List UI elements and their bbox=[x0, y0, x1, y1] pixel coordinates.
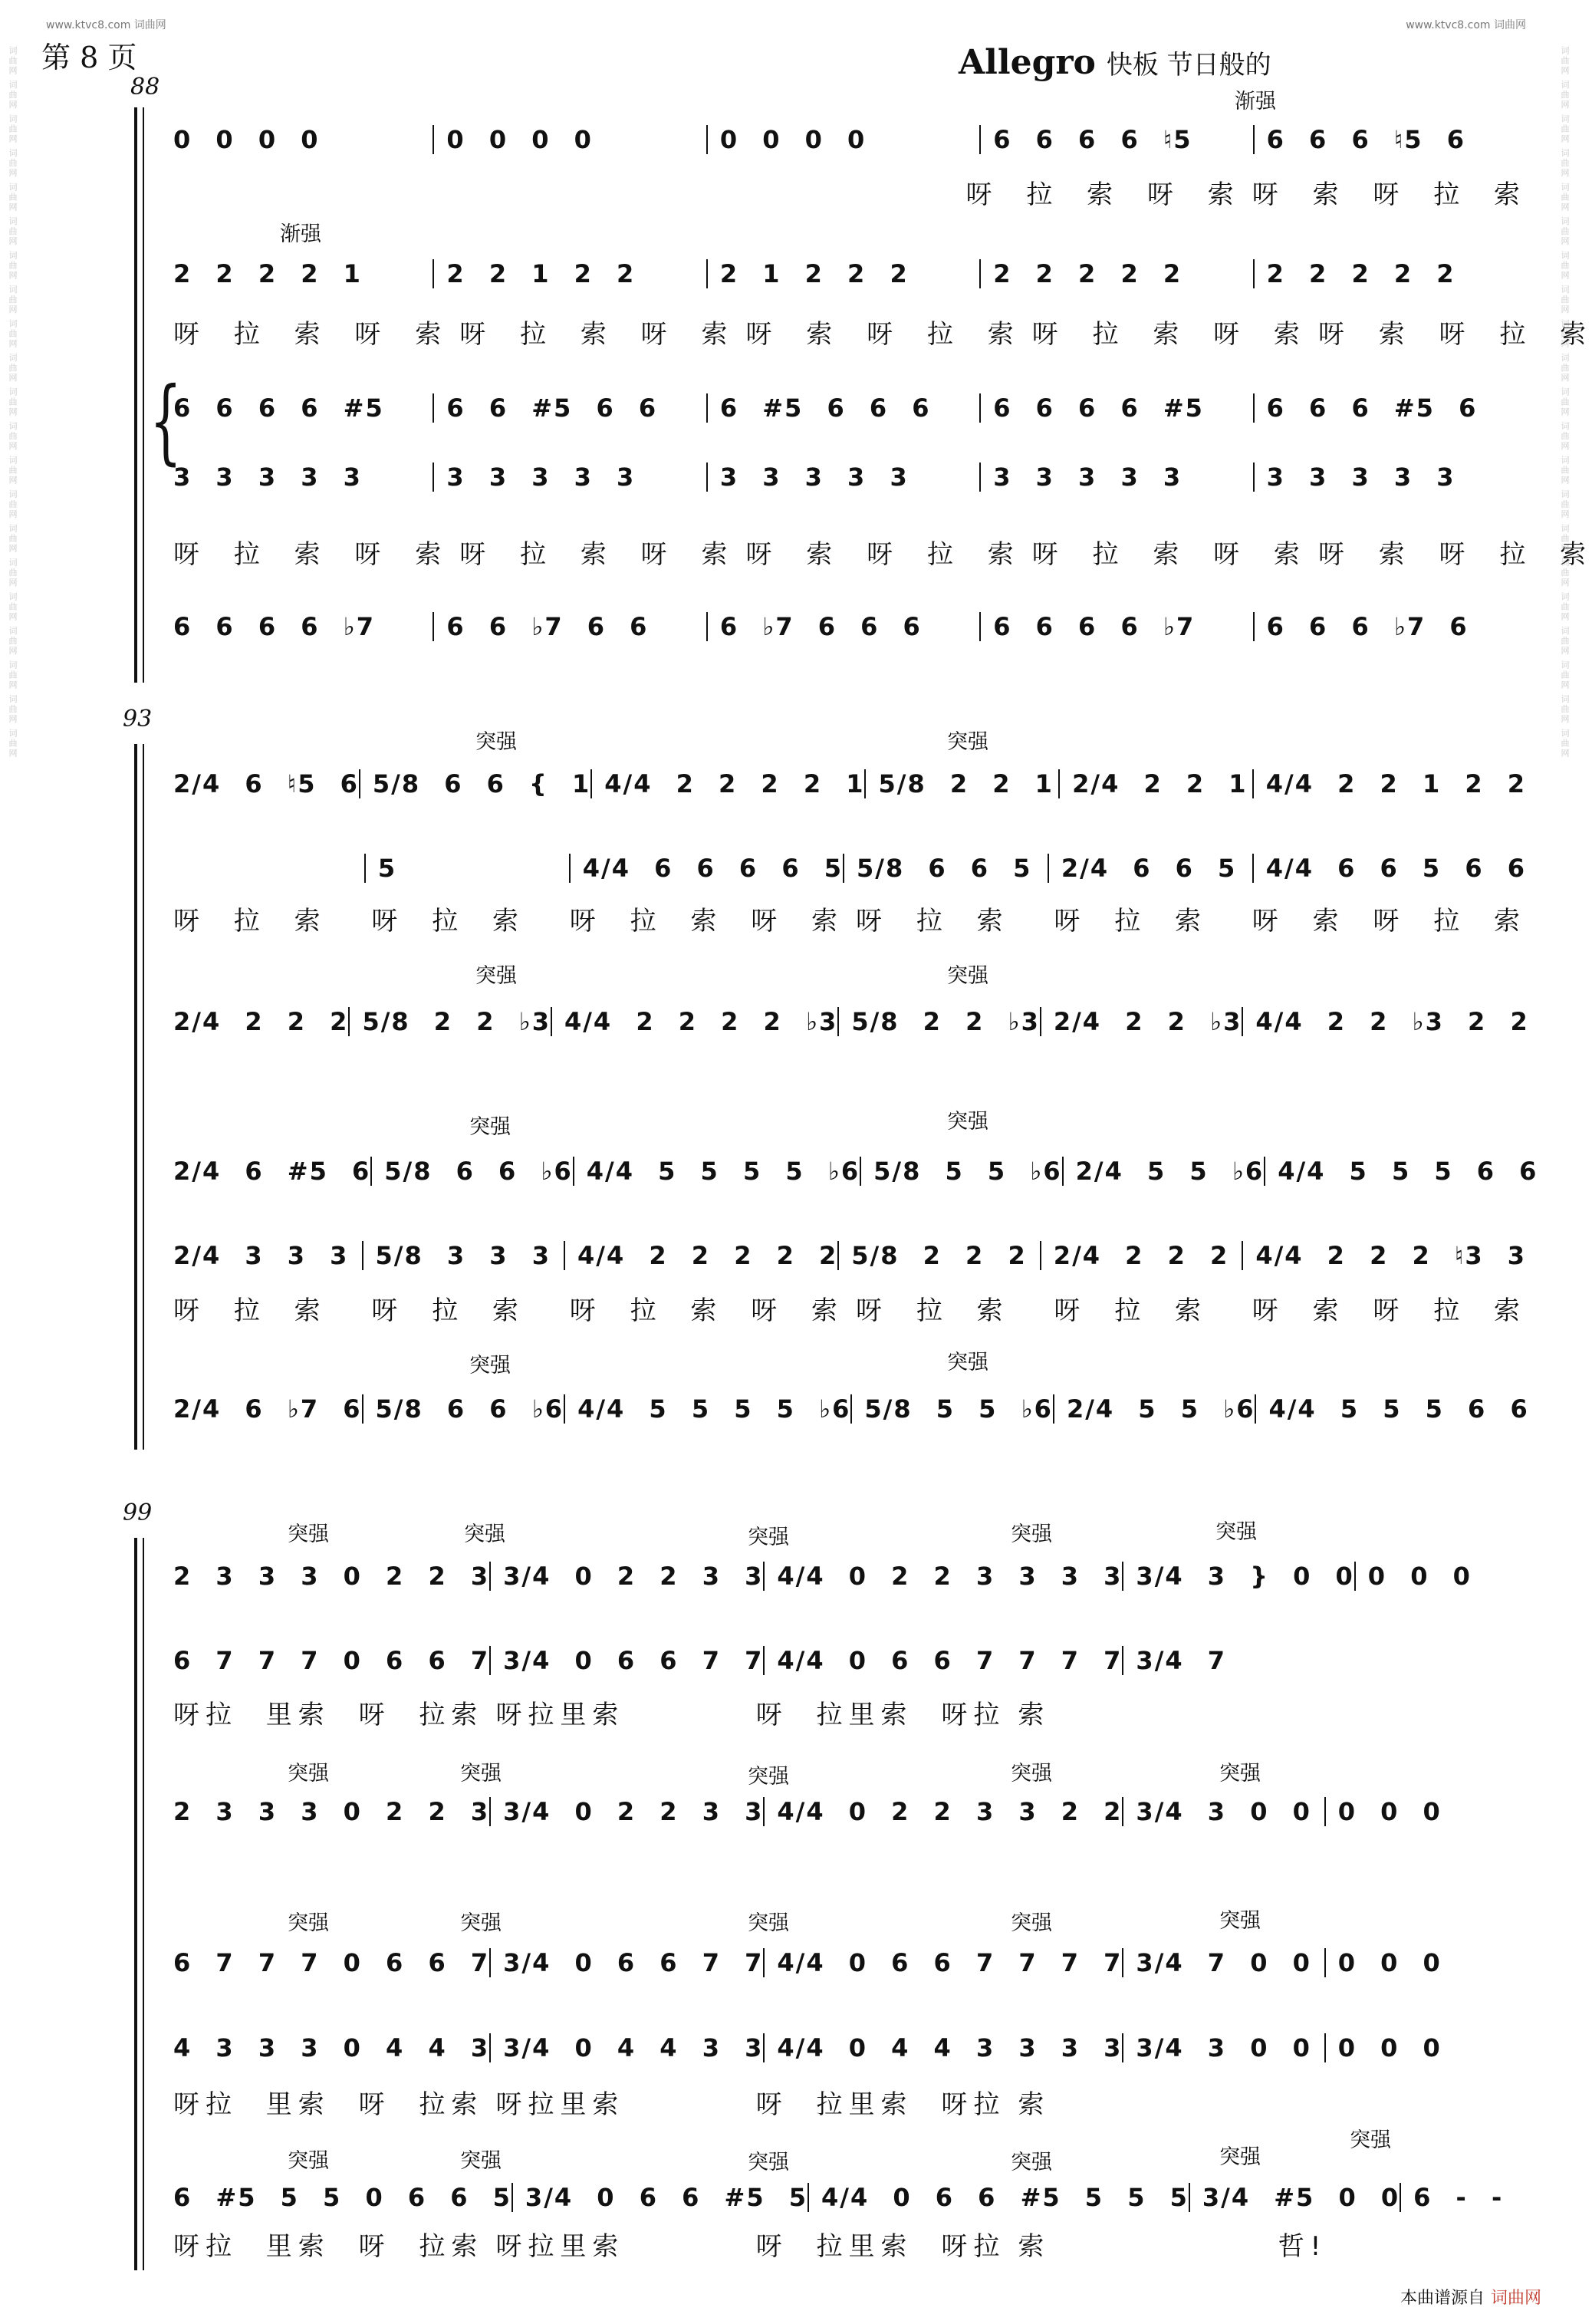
lyric: 呀 拉 索 呀 索 bbox=[459, 318, 734, 350]
system-number: 93 bbox=[123, 706, 153, 732]
measure: 5/8 5 5 ♭6 bbox=[860, 1157, 1062, 1186]
measure: 6 7 7 7 0 6 6 7 bbox=[173, 1646, 490, 1675]
measure: 4/4 2 2 2 2 ♭3 bbox=[551, 1007, 837, 1036]
measure: 2 3 3 3 0 2 2 3 bbox=[173, 1562, 490, 1591]
lyric: 呀 拉 索 呀 索 bbox=[1031, 538, 1306, 570]
staff-row bbox=[161, 1644, 1526, 1677]
measure: 6 6 #5 6 6 bbox=[433, 393, 706, 423]
accent-mark: 突强 bbox=[1011, 1522, 1052, 1546]
accent-mark: 突强 bbox=[1215, 1520, 1257, 1544]
measure: 6 6 6 6 ♭7 bbox=[979, 612, 1252, 641]
lyric: 呀 拉 索 bbox=[1054, 905, 1208, 937]
accent-mark: 突强 bbox=[748, 1526, 789, 1549]
lyric: 呀 拉 索 bbox=[371, 1295, 525, 1326]
measure: 4/4 5 5 5 6 6 bbox=[1255, 1394, 1528, 1424]
accent-mark: 突强 bbox=[288, 1522, 329, 1546]
lyric-row bbox=[161, 2227, 1526, 2260]
measure: 2 2 1 2 2 bbox=[433, 259, 706, 288]
accent-mark: 突强 bbox=[947, 964, 988, 988]
measure: 4/4 2 2 2 2 1 bbox=[590, 769, 864, 798]
lyric: 呀 拉 索 bbox=[371, 905, 525, 937]
measure: 5/8 6 6 { 1 bbox=[359, 769, 590, 798]
measure: 2 2 2 2 1 bbox=[173, 259, 362, 288]
lyric: 呀 拉 索 呀 索 bbox=[459, 538, 734, 570]
staff-row bbox=[161, 2031, 1526, 2065]
measure: 2/4 2 2 2 bbox=[1040, 1241, 1242, 1270]
measure: 6 7 7 7 0 6 6 7 bbox=[173, 1948, 490, 1977]
measure: 6 6 6 #5 6 bbox=[1253, 393, 1526, 423]
accent-mark: 突强 bbox=[475, 964, 517, 988]
system-bracket bbox=[134, 744, 137, 1450]
measure: 5/8 2 2 2 bbox=[837, 1241, 1040, 1270]
measure: 3/4 3 0 0 bbox=[1122, 1797, 1324, 1826]
measure: 3/4 0 6 6 #5 5 bbox=[511, 2183, 808, 2212]
measure: 5/8 2 2 1 bbox=[864, 769, 1058, 798]
tempo-en: Allegro bbox=[959, 43, 1096, 82]
measure: 3 3 3 3 3 bbox=[1253, 462, 1526, 492]
accent-mark: 突强 bbox=[460, 2149, 502, 2173]
staff-row bbox=[161, 123, 1526, 156]
lyric: 呀拉 里索 呀 拉索 bbox=[173, 1699, 484, 1730]
staff-row bbox=[161, 610, 1526, 644]
measure: 4/4 5 5 5 5 ♭6 bbox=[564, 1394, 850, 1424]
measure: 4/4 6 6 5 6 6 bbox=[1252, 854, 1526, 883]
measure: 4/4 2 2 1 2 2 bbox=[1252, 769, 1526, 798]
measure: 5/8 3 3 3 bbox=[362, 1241, 564, 1270]
accent-mark: 突强 bbox=[947, 1110, 988, 1134]
measure: 6 6 6 6 ♭7 bbox=[173, 612, 375, 641]
accent-mark: 突强 bbox=[947, 1351, 988, 1374]
measure: 2/4 6 ♮5 6 bbox=[173, 769, 359, 798]
measure: 6 6 6 6 #5 bbox=[979, 393, 1252, 423]
measure: 4/4 6 6 6 6 5 bbox=[569, 854, 843, 883]
lyric: 呀 索 呀 拉 索 bbox=[745, 318, 1020, 350]
measure: 3/4 #5 0 0 bbox=[1189, 2183, 1400, 2212]
lyric: 呀 索 呀 拉 索 bbox=[1317, 538, 1592, 570]
lyric: 呀 拉 索 bbox=[173, 905, 327, 937]
measure: 0 0 0 0 bbox=[706, 125, 979, 154]
footer-source-text: 本曲谱源自 bbox=[1400, 2289, 1485, 2308]
staff-row bbox=[161, 2181, 1526, 2214]
measure: 4/4 0 4 4 3 3 3 3 bbox=[763, 2033, 1122, 2062]
measure: 2/4 6 #5 6 bbox=[173, 1157, 371, 1186]
staff-row bbox=[161, 1154, 1538, 1188]
crescendo-mark: 渐强 bbox=[280, 222, 321, 246]
staff-row bbox=[161, 1559, 1526, 1593]
lyric: 呀 索 呀 拉 索 bbox=[1252, 1295, 1527, 1326]
lyric: 呀 索 呀 拉 索 bbox=[1317, 318, 1592, 350]
system-number: 88 bbox=[130, 74, 160, 100]
lyric-row bbox=[161, 535, 1592, 570]
accent-mark: 突强 bbox=[1219, 2145, 1261, 2169]
measure: 3/4 0 2 2 3 3 bbox=[489, 1562, 763, 1591]
measure: 4/4 0 2 2 3 3 2 2 bbox=[763, 1797, 1122, 1826]
accent-mark: 突强 bbox=[1011, 2151, 1052, 2174]
measure: 6 6 6 ♮5 6 bbox=[1253, 125, 1526, 154]
lyric: 索 bbox=[1018, 2230, 1051, 2262]
measure: 5/8 2 2 ♭3 bbox=[837, 1007, 1040, 1036]
measure: 2/4 2 2 1 bbox=[1058, 769, 1252, 798]
system-inner-line bbox=[143, 107, 144, 683]
accent-mark: 突强 bbox=[748, 1911, 789, 1935]
accent-mark: 突强 bbox=[748, 2151, 789, 2174]
measure: 3/4 0 4 4 3 3 bbox=[489, 2033, 763, 2062]
staff-row bbox=[161, 1005, 1529, 1039]
lyric: 呀 拉 索 bbox=[856, 905, 1009, 937]
measure: 2/4 6 ♭7 6 bbox=[173, 1394, 362, 1424]
lyric: 呀 拉 索 呀 索 bbox=[173, 538, 448, 570]
lyric: 索 bbox=[1018, 1699, 1051, 1730]
accent-mark: 突强 bbox=[288, 2149, 329, 2173]
measure: 4/4 0 6 6 #5 5 5 5 bbox=[808, 2183, 1189, 2212]
lyric: 呀 拉 索 呀 索 bbox=[173, 318, 448, 350]
measure: 3 3 3 3 3 bbox=[433, 462, 706, 492]
measure: 2 2 2 2 2 bbox=[1253, 259, 1526, 288]
lyric: 呀 拉 索 呀 索 bbox=[569, 905, 844, 937]
measure: 3/4 7 0 0 bbox=[1122, 1948, 1324, 1977]
measure: 6 6 6 ♭7 6 bbox=[1253, 612, 1526, 641]
lyric-row bbox=[161, 1695, 1526, 1729]
staff-row bbox=[161, 391, 1526, 425]
measure: 4/4 5 5 5 5 ♭6 bbox=[573, 1157, 860, 1186]
accent-mark: 突强 bbox=[1219, 1762, 1261, 1786]
measure: 4/4 5 5 5 6 6 bbox=[1264, 1157, 1538, 1186]
measure: 2/4 2 2 2 bbox=[173, 1007, 349, 1036]
measure: 5/8 6 6 ♭6 bbox=[362, 1394, 564, 1424]
margin-watermark-left: 词曲网 词曲网 词曲网 词曲网 词曲网 词曲网 词曲网 词曲网 词曲网 词曲网 词曲网 词曲网 词曲网 词曲网 词曲网 词曲网 词曲网 词曲网 词曲网 词曲网 词曲网 bbox=[8, 46, 18, 759]
lyric: 呀拉里索 bbox=[495, 1699, 625, 1730]
lyric: 呀 拉 索 呀 索 bbox=[1031, 318, 1306, 350]
accent-mark: 突强 bbox=[469, 1354, 511, 1378]
measure: 2/4 2 2 ♭3 bbox=[1040, 1007, 1242, 1036]
measure: 0 0 0 bbox=[1324, 2033, 1526, 2062]
measure: 0 0 0 0 bbox=[173, 125, 320, 154]
lyric: 哲! bbox=[1278, 2230, 1327, 2262]
lyric-row bbox=[161, 1291, 1526, 1325]
measure: 3 3 3 3 3 bbox=[979, 462, 1252, 492]
measure: 0 0 0 bbox=[1324, 1948, 1526, 1977]
measure: 0 0 0 bbox=[1324, 1797, 1526, 1826]
lyric: 呀拉 里索 呀 拉索 bbox=[173, 2230, 484, 2262]
measure: 3/4 0 6 6 7 7 bbox=[489, 1646, 763, 1675]
lyric-row bbox=[161, 2085, 1526, 2118]
lyric: 呀 拉 索 bbox=[173, 1295, 327, 1326]
accent-mark: 突强 bbox=[469, 1115, 511, 1139]
staff-row bbox=[161, 1239, 1526, 1272]
lyric: 呀 拉里索 呀拉 bbox=[755, 1699, 1006, 1730]
measure: 3/4 3 0 0 bbox=[1122, 2033, 1324, 2062]
staff-row bbox=[161, 1392, 1529, 1426]
measure: 3 3 3 3 3 bbox=[706, 462, 979, 492]
system-bracket bbox=[134, 1538, 137, 2270]
measure: 4 3 3 3 0 4 4 3 bbox=[173, 2033, 490, 2062]
brace: { bbox=[150, 368, 183, 475]
system-inner-line bbox=[143, 744, 144, 1450]
accent-mark: 突强 bbox=[460, 1762, 502, 1786]
measure: 2/4 5 5 ♭6 bbox=[1053, 1394, 1255, 1424]
crescendo-mark: 渐强 bbox=[1235, 90, 1276, 114]
lyric: 呀 索 呀 拉 索 bbox=[1252, 179, 1527, 210]
lyric: 呀 拉 索 呀 索 bbox=[569, 1295, 844, 1326]
measure: 3/4 0 6 6 7 7 bbox=[489, 1948, 763, 1977]
accent-mark: 突强 bbox=[1350, 2128, 1391, 2152]
measure: 5/8 6 6 5 bbox=[843, 854, 1048, 883]
tempo-marking bbox=[959, 43, 1271, 82]
measure: 4/4 0 6 6 7 7 7 7 bbox=[763, 1646, 1122, 1675]
system-bracket bbox=[134, 107, 137, 683]
measure: 5/8 5 5 ♭6 bbox=[850, 1394, 1053, 1424]
site-tag-left: www.ktvc8.com 词曲网 bbox=[46, 19, 166, 31]
measure: 6 #5 5 5 0 6 6 5 bbox=[173, 2183, 511, 2212]
staff-row bbox=[161, 1795, 1526, 1829]
staff-row bbox=[161, 851, 1526, 885]
measure: 6 6 ♭7 6 6 bbox=[433, 612, 706, 641]
page-number: 第 8 页 bbox=[41, 41, 137, 74]
accent-mark: 突强 bbox=[288, 1762, 329, 1786]
accent-mark: 突强 bbox=[475, 730, 517, 754]
accent-mark: 突强 bbox=[288, 1911, 329, 1935]
measure: 2/4 3 3 3 bbox=[173, 1241, 349, 1270]
system-number: 99 bbox=[123, 1499, 153, 1526]
measure: 5 bbox=[364, 854, 569, 883]
accent-mark: 突强 bbox=[460, 1911, 502, 1935]
staff-row bbox=[161, 257, 1526, 291]
accent-mark: 突强 bbox=[947, 730, 988, 754]
staff-row bbox=[161, 460, 1526, 494]
lyric: 呀 拉 索 bbox=[856, 1295, 1009, 1326]
measure: 2 1 2 2 2 bbox=[706, 259, 979, 288]
accent-mark: 突强 bbox=[748, 1765, 789, 1789]
measure: 4/4 2 2 ♭3 2 2 bbox=[1242, 1007, 1528, 1036]
accent-mark: 突强 bbox=[464, 1522, 505, 1546]
measure: 0 0 0 0 bbox=[433, 125, 706, 154]
lyric: 呀拉里索 bbox=[495, 2230, 625, 2262]
measure: 6 ♭7 6 6 6 bbox=[706, 612, 979, 641]
measure: 4/4 0 6 6 7 7 7 7 bbox=[763, 1948, 1122, 1977]
measure: 4/4 0 2 2 3 3 3 3 bbox=[763, 1562, 1122, 1591]
lyric: 索 bbox=[1018, 2089, 1051, 2120]
site-tag-right: www.ktvc8.com 词曲网 bbox=[1406, 19, 1526, 31]
lyric: 呀 拉里索 呀拉 bbox=[755, 2230, 1006, 2262]
measure: 2/4 5 5 ♭6 bbox=[1062, 1157, 1265, 1186]
measure: 6 6 6 6 ♮5 bbox=[979, 125, 1252, 154]
measure: 2 3 3 3 0 2 2 3 bbox=[173, 1797, 490, 1826]
lyric-row bbox=[161, 901, 1526, 935]
lyric: 呀 索 呀 拉 索 bbox=[1252, 905, 1527, 937]
lyric: 呀 索 呀 拉 索 bbox=[745, 538, 1020, 570]
measure: 2/4 6 6 5 bbox=[1048, 854, 1252, 883]
measure: 0 0 0 bbox=[1354, 1562, 1526, 1591]
footer-brand[interactable]: 词曲网 bbox=[1490, 2289, 1541, 2308]
measure: 4/4 2 2 2 ♮3 3 bbox=[1242, 1241, 1526, 1270]
system-inner-line bbox=[143, 1538, 144, 2270]
accent-mark: 突强 bbox=[1011, 1911, 1052, 1935]
accent-mark: 突强 bbox=[1011, 1762, 1052, 1786]
lyric: 呀拉里索 bbox=[495, 2089, 625, 2120]
lyric-row bbox=[161, 175, 1526, 209]
measure: 6 - - bbox=[1400, 2183, 1526, 2212]
tempo-cn: 快板 节日般的 bbox=[1106, 50, 1271, 81]
measure: 4/4 2 2 2 2 2 bbox=[564, 1241, 837, 1270]
footer-source bbox=[1400, 2285, 1541, 2309]
measure: 3/4 0 2 2 3 3 bbox=[489, 1797, 763, 1826]
lyric: 呀拉 里索 呀 拉索 bbox=[173, 2089, 484, 2120]
measure: 3/4 3 } 0 0 bbox=[1122, 1562, 1354, 1591]
lyric-row bbox=[161, 314, 1592, 350]
measure: 3/4 7 bbox=[1122, 1646, 1324, 1675]
measure: 3 3 3 3 3 bbox=[173, 462, 362, 492]
staff-row bbox=[161, 767, 1526, 801]
measure: 6 6 6 6 #5 bbox=[173, 393, 384, 423]
staff-row bbox=[161, 1946, 1526, 1980]
lyric: 呀 拉里索 呀拉 bbox=[755, 2089, 1006, 2120]
accent-mark: 突强 bbox=[1219, 1909, 1261, 1933]
measure: 6 #5 6 6 6 bbox=[706, 393, 979, 423]
lyric: 呀 拉 索 bbox=[1054, 1295, 1208, 1326]
measure: 2 2 2 2 2 bbox=[979, 259, 1252, 288]
lyric: 呀 拉 索 呀 索 bbox=[965, 179, 1240, 210]
measure: 5/8 6 6 ♭6 bbox=[370, 1157, 573, 1186]
measure: 5/8 2 2 ♭3 bbox=[348, 1007, 551, 1036]
margin-watermark-right: 词曲网 词曲网 词曲网 词曲网 词曲网 词曲网 词曲网 词曲网 词曲网 词曲网 词曲网 词曲网 词曲网 词曲网 词曲网 词曲网 词曲网 词曲网 词曲网 词曲网 词曲网 bbox=[1560, 46, 1570, 759]
